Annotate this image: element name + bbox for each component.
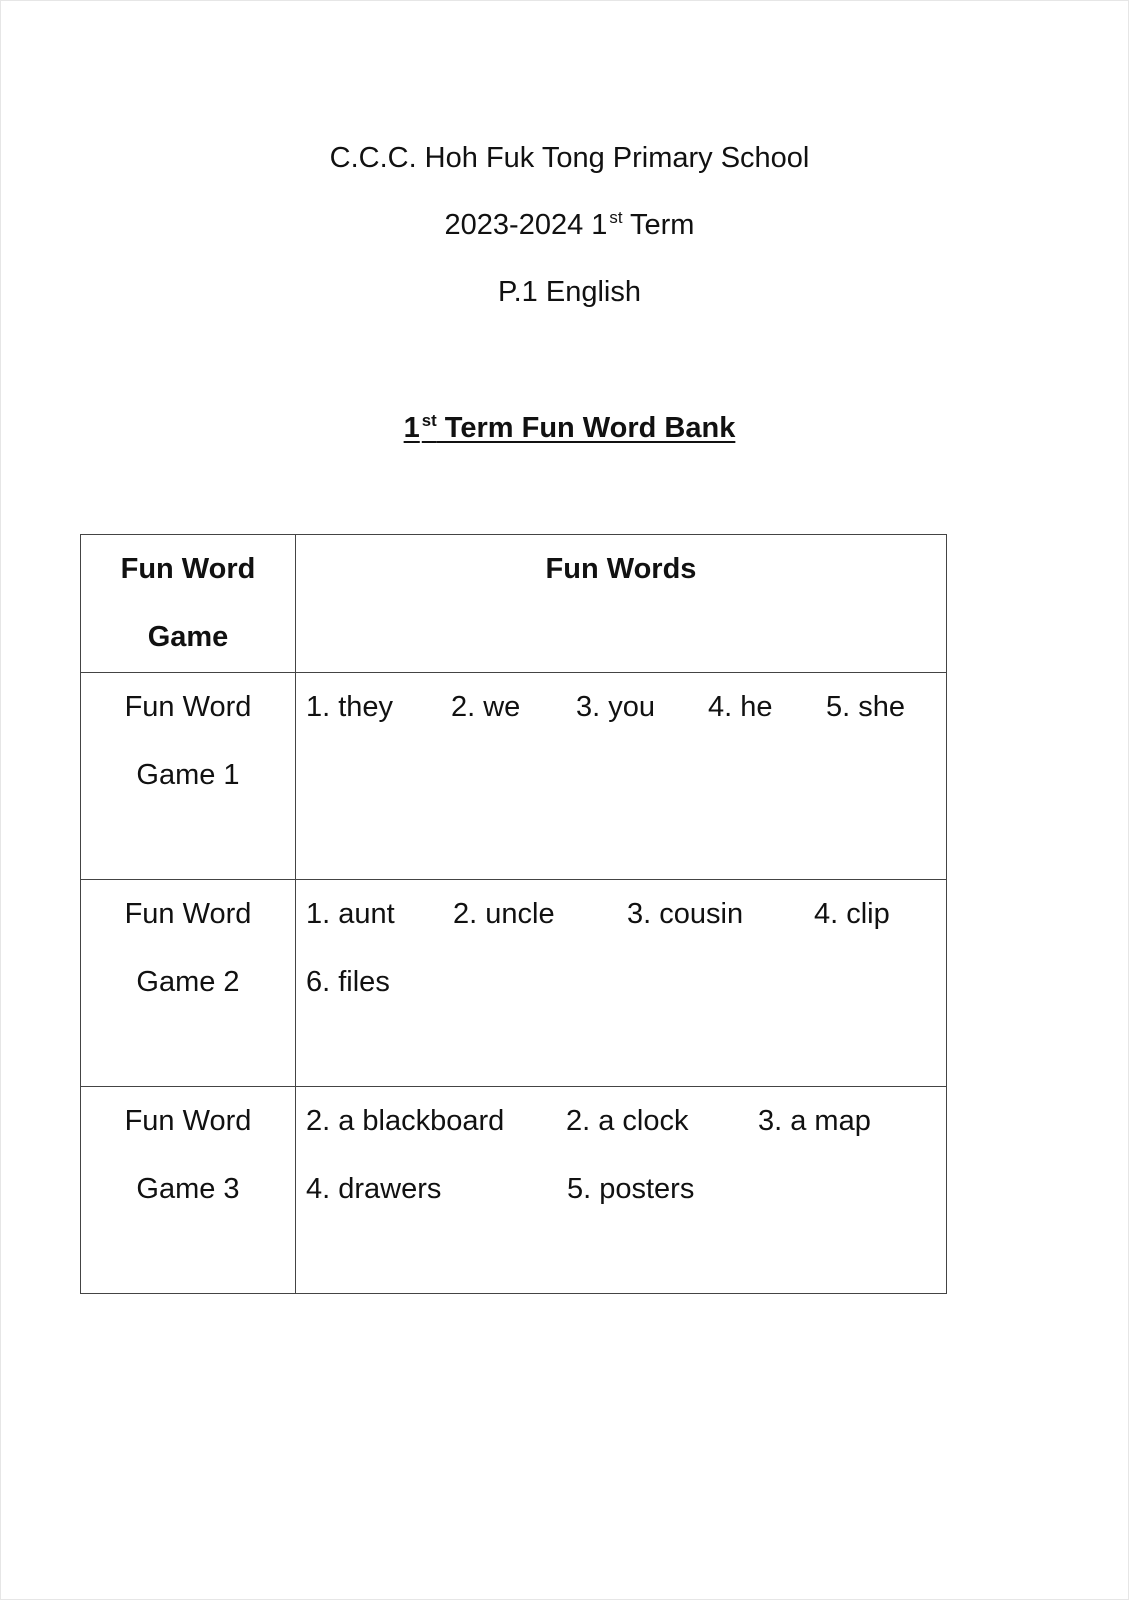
table-row	[81, 880, 947, 1087]
word-item: 5. posters	[567, 1173, 695, 1205]
word-bank-table	[80, 534, 947, 1294]
word-item: 5. she	[826, 691, 905, 723]
term-ordinal-suffix: st	[609, 208, 623, 228]
table-header-row	[81, 535, 947, 673]
game-cell	[81, 673, 296, 880]
word-item: 2. a clock	[566, 1105, 689, 1137]
word-item: 4. drawers	[306, 1173, 442, 1205]
word-item: 4. clip	[814, 898, 890, 930]
header-game-line2: Game	[147, 621, 229, 653]
word-item: 1. aunt	[306, 898, 395, 930]
title-suffix: Term Fun Word Bank	[436, 412, 736, 444]
word-item: 6. files	[306, 966, 390, 998]
word-item: 3. a map	[758, 1105, 871, 1137]
word-item: 2. we	[451, 691, 521, 723]
game-label-line1: Fun Word	[124, 1105, 252, 1137]
game-label-line2: Game 3	[136, 1173, 240, 1205]
game-label-line1: Fun Word	[124, 898, 252, 930]
header-words-cell	[296, 535, 947, 673]
header-game-cell	[81, 535, 296, 673]
word-item: 2. a blackboard	[306, 1105, 505, 1137]
table-row	[81, 673, 947, 880]
word-item: 1. they	[306, 691, 394, 723]
word-item: 2. uncle	[453, 898, 555, 930]
term-suffix: Term	[622, 209, 695, 241]
term-line	[5, 207, 1129, 243]
words-cell	[296, 673, 947, 880]
page-title	[5, 410, 1129, 446]
page-title-text	[404, 412, 736, 444]
game-label-line2: Game 2	[136, 966, 240, 998]
term-prefix: 2023-2024 1	[444, 209, 608, 241]
game-label-line2: Game 1	[136, 759, 240, 791]
subject-line: P.1 English	[498, 276, 641, 308]
title-prefix: 1	[403, 412, 420, 444]
school-name: C.C.C. Hoh Fuk Tong Primary School	[329, 142, 810, 174]
word-item: 3. cousin	[627, 898, 744, 930]
words-cell	[296, 1087, 947, 1294]
words-cell	[296, 880, 947, 1087]
game-label-line1: Fun Word	[124, 691, 252, 723]
header-words-label: Fun Words	[545, 553, 697, 585]
word-item: 4. he	[708, 691, 773, 723]
word-item: 3. you	[576, 691, 655, 723]
header-game-line1: Fun Word	[120, 553, 256, 585]
game-cell	[81, 880, 296, 1087]
title-ordinal-suffix: st	[421, 411, 437, 431]
table-row	[81, 1087, 947, 1294]
game-cell	[81, 1087, 296, 1294]
